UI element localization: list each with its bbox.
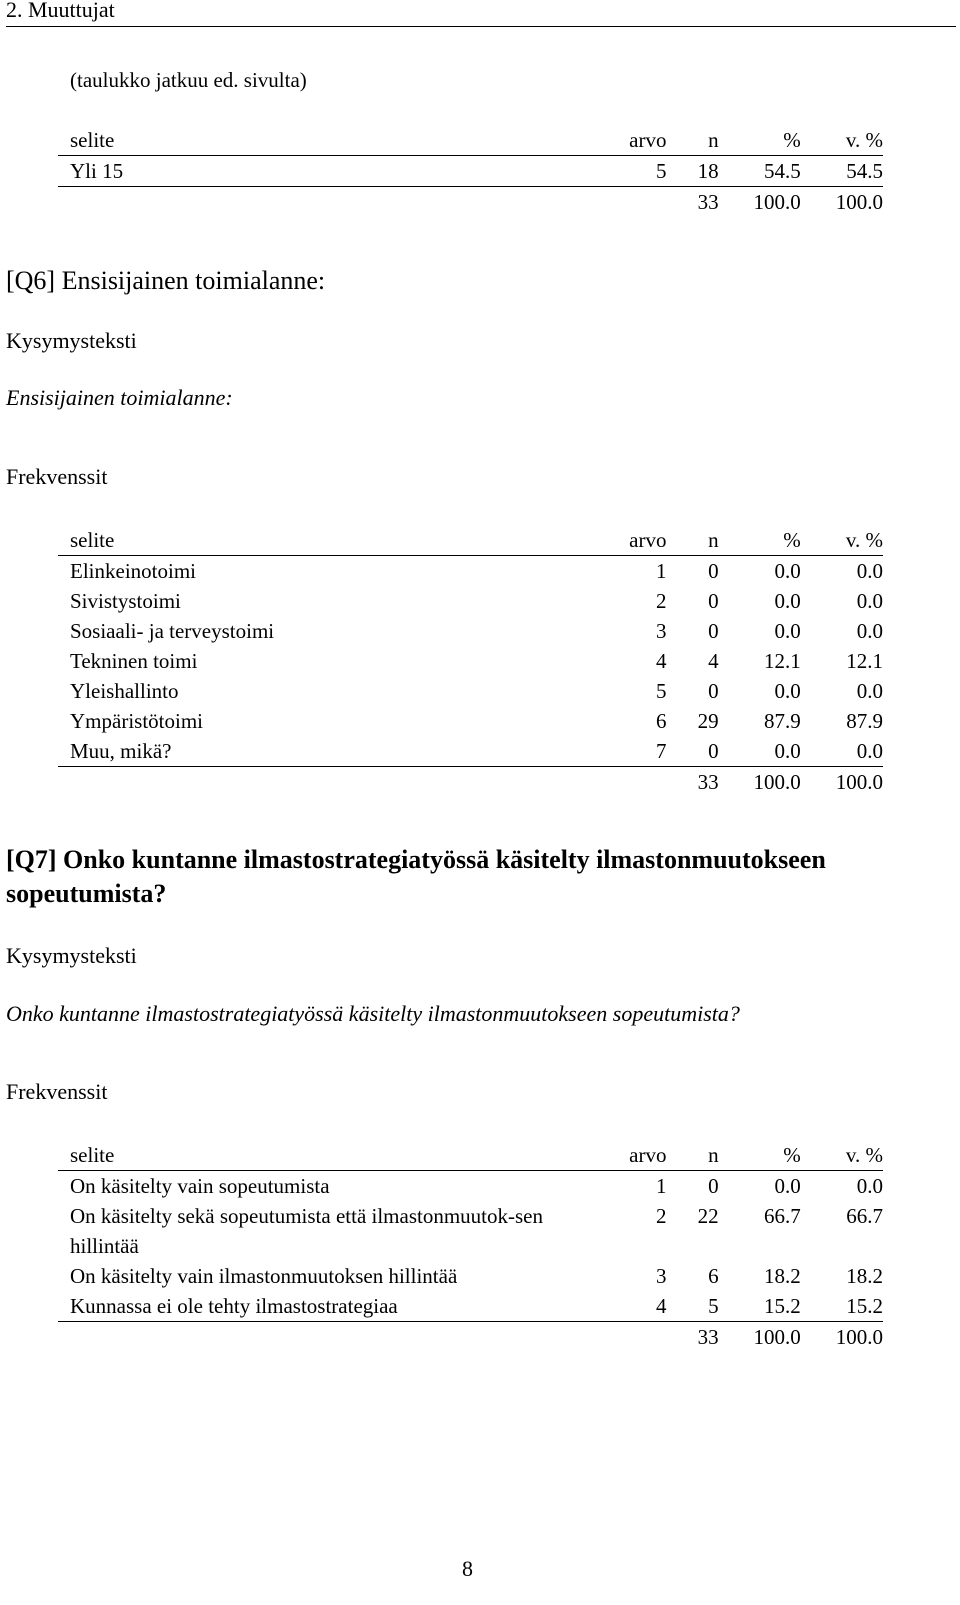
col-pct: % [719,1140,801,1171]
col-arvo: arvo [591,125,666,156]
table-row: On käsitelty sekä sopeutumista että ilmastonmuutok-sen hillintää 2 22 66.7 66.7 [70,1204,883,1258]
table-row: On käsitelty vain ilmastonmuutoksen hillintää 3 6 18.2 18.2 [70,1264,883,1288]
table-continued [58,125,883,217]
q7-question-text: Onko kuntanne ilmastostrategiatyössä käsitelty ilmastonmuutokseen sopeutumista? [6,1001,740,1026]
col-pct: % [719,125,801,156]
total-row: 33 100.0 100.0 [697,770,883,794]
table-row: Muu, mikä? 7 0 0.0 0.0 [58,736,883,767]
table-row: Kunnassa ei ole tehty ilmastostrategiaa 4 5 15.2 15.2 [58,1291,883,1322]
q6-table [58,525,883,797]
table-row: Sivistystoimi 2 0 0.0 0.0 [70,589,883,613]
table-row: Yli 15 5 18 54.5 54.5 [58,156,883,187]
col-selite: selite [58,1140,591,1171]
q6-kysymysteksti-label: Kysymysteksti [6,328,137,353]
table-header [58,1140,883,1171]
q6-question-text: Ensisijainen toimialanne: [6,385,233,410]
q7-title: [Q7] Onko kuntanne ilmastostrategiatyössä käsitelty ilmastonmuutokseen sopeutumista? [6,845,826,908]
q6-frekvenssit-label: Frekvenssit [6,464,108,489]
col-n: n [666,1140,718,1171]
col-n: n [666,525,718,556]
q7-frekvenssit-label: Frekvenssit [6,1079,108,1104]
running-head: 2. Muuttujat [6,0,956,27]
col-selite: selite [58,125,591,156]
continuation-note: (taulukko jatkuu ed. sivulta) [70,68,307,92]
table-row: Sosiaali- ja terveystoimi 3 0 0.0 0.0 [70,619,883,643]
total-row: 33 100.0 100.0 [697,190,883,214]
col-vpct: v. % [801,525,883,556]
col-arvo: arvo [591,1140,666,1171]
total-row: 33 100.0 100.0 [697,1325,883,1349]
col-vpct: v. % [801,125,883,156]
q7-kysymysteksti-label: Kysymysteksti [6,943,137,968]
table-row: Tekninen toimi 4 4 12.1 12.1 [70,649,883,673]
table-row: On käsitelty vain sopeutumista 1 0 0.0 0.0 [70,1174,883,1198]
table-row: Yleishallinto 5 0 0.0 0.0 [70,679,883,703]
table-header [58,125,883,156]
col-arvo: arvo [591,525,666,556]
q7-table [58,1140,883,1352]
col-n: n [666,125,718,156]
table-row: Ympäristötoimi 6 29 87.9 87.9 [70,709,883,733]
col-pct: % [719,525,801,556]
table-header [58,525,883,556]
q6-title: [Q6] Ensisijainen toimialanne: [6,266,326,295]
col-vpct: v. % [801,1140,883,1171]
page-number: 8 [462,1556,473,1581]
col-selite: selite [58,525,591,556]
table-row: Elinkeinotoimi 1 0 0.0 0.0 [70,559,883,583]
